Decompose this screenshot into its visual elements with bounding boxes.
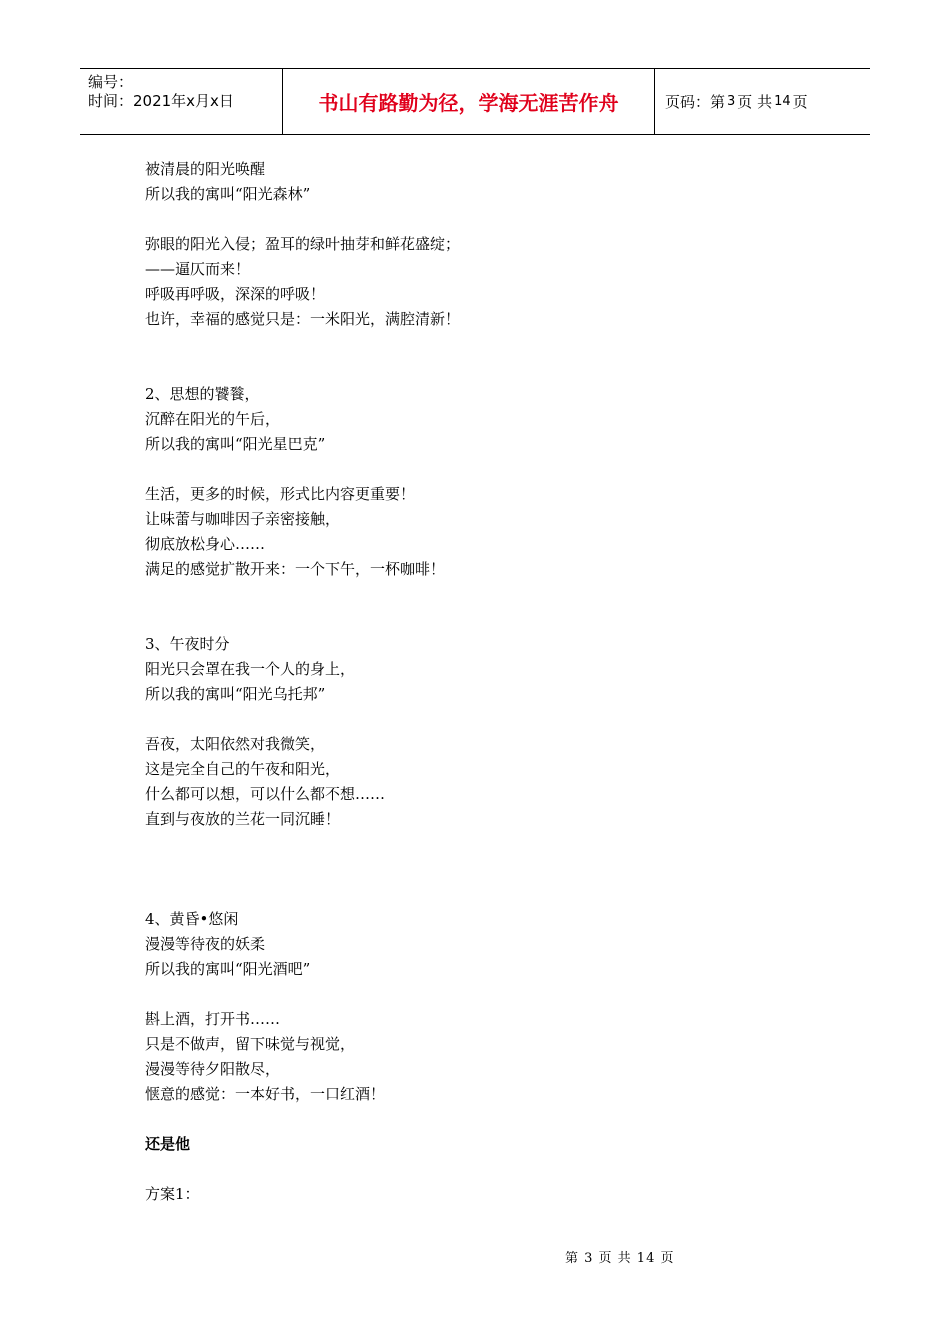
- section1-line: 所以我的寓叫“阳光森林”: [145, 185, 311, 203]
- page-total: 14: [774, 94, 791, 109]
- time-label: 时间：2021年x月x日: [88, 92, 234, 110]
- section2-line: 所以我的寓叫“阳光星巴克”: [145, 435, 326, 453]
- page-suffix: 页: [792, 93, 808, 111]
- section2-verse-line: 生活，更多的时候，形式比内容更重要！: [145, 485, 416, 503]
- page-header: [80, 68, 870, 135]
- section4-title: 4、黄昏•悠闲: [145, 910, 239, 928]
- section3-line: 所以我的寓叫“阳光乌托邦”: [145, 685, 326, 703]
- section1-line: 被清晨的阳光唤醒: [145, 160, 266, 178]
- section1-verse-line: 也许，幸福的感觉只是：一米阳光，满腔清新！: [145, 310, 461, 328]
- page-mid: 页 共: [737, 93, 773, 111]
- section3-verse-line: 这是完全自己的午夜和阳光，: [145, 760, 341, 778]
- section4-verse-line: 斟上酒，打开书……: [145, 1010, 281, 1028]
- section4-line: 漫漫等待夜的妖柔: [145, 935, 266, 953]
- closing-heading: 还是他: [145, 1135, 191, 1153]
- document-body: [145, 157, 845, 1207]
- section2-verse-line: 彻底放松身心……: [145, 535, 266, 553]
- section3-verse-line: 什么都可以想，可以什么都不想……: [145, 785, 386, 803]
- section3-line: 阳光只会罩在我一个人的身上，: [145, 660, 356, 678]
- header-meta: [80, 69, 282, 134]
- section1-verse-line: 呼吸再呼吸，深深的呼吸！: [145, 285, 326, 303]
- section1-verse-line: 弥眼的阳光入侵；盈耳的绿叶抽芽和鲜花盛绽；: [145, 235, 461, 253]
- section4-verse-line: 惬意的感觉：一本好书，一口红酒！: [145, 1085, 386, 1103]
- section2-line: 沉醉在阳光的午后，: [145, 410, 281, 428]
- plan-label: 方案1：: [145, 1185, 200, 1203]
- page-current: 3: [727, 94, 736, 109]
- section2-title: 2、思想的饕餮，: [145, 385, 260, 403]
- section3-verse-line: 吾夜，太阳依然对我微笑，: [145, 735, 326, 753]
- section2-verse-line: 让味蕾与咖啡因子亲密接触，: [145, 510, 341, 528]
- section3-title: 3、午夜时分: [145, 635, 230, 653]
- header-motto: 书山有路勤为径，学海无涯苦作舟: [282, 69, 655, 134]
- section2-verse-line: 满足的感觉扩散开来：一个下午，一杯咖啡！: [145, 560, 446, 578]
- header-page-number: [655, 69, 870, 134]
- section3-verse-line: 直到与夜放的兰花一同沉睡！: [145, 810, 341, 828]
- section4-verse-line: 只是不做声，留下味觉与视觉，: [145, 1035, 356, 1053]
- section4-verse-line: 漫漫等待夕阳散尽，: [145, 1060, 281, 1078]
- page-footer: 第 3 页 共 14 页: [565, 1251, 675, 1266]
- section4-line: 所以我的寓叫“阳光酒吧”: [145, 960, 311, 978]
- page-prefix: 页码：第: [665, 93, 726, 111]
- section1-verse-line: ——逼仄而来！: [145, 260, 251, 278]
- serial-label: 编号：: [88, 73, 134, 91]
